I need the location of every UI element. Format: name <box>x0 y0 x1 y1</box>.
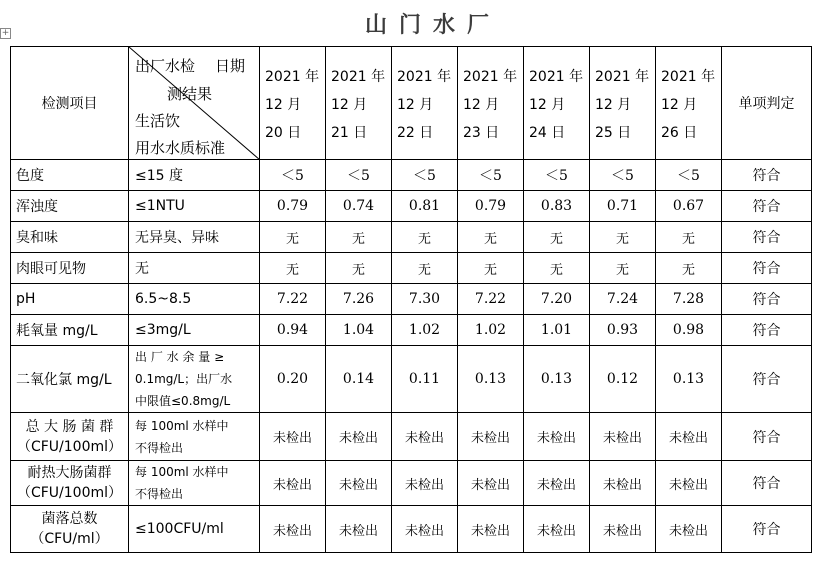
value-cell: 0.98 <box>656 315 722 346</box>
table-row <box>11 315 812 346</box>
item-header: 检测项目 <box>11 47 129 160</box>
value-cell: 0.71 <box>590 191 656 222</box>
standard-text: 无异臭、异味 <box>135 230 219 246</box>
verdict-cell: 符合 <box>722 191 812 222</box>
value-cell: ＜5 <box>326 160 392 191</box>
value-cell: 未检出 <box>458 461 524 506</box>
value-cell: 无 <box>326 222 392 253</box>
table-row <box>11 284 812 315</box>
standard-text: 出 厂 水 余 量 ≥ <box>135 350 225 364</box>
value-cell: 0.13 <box>458 346 524 413</box>
value-cell: 无 <box>656 222 722 253</box>
value-cell: 1.04 <box>326 315 392 346</box>
date-header-2 <box>326 47 392 160</box>
value-cell: 1.01 <box>524 315 590 346</box>
date-part: 26 日 <box>661 125 698 141</box>
table-row <box>11 506 812 553</box>
item-label: 浑浊度 <box>16 199 58 215</box>
date-part: 2021 年 <box>529 69 584 85</box>
date-part: 22 日 <box>397 125 434 141</box>
item-cell <box>11 160 129 191</box>
verdict-cell: 符合 <box>722 315 812 346</box>
value-cell: 未检出 <box>524 506 590 553</box>
item-label: 二氧化氯 mg/L <box>16 372 112 388</box>
standard-cell <box>129 506 260 553</box>
item-label: 臭和味 <box>16 230 58 246</box>
date-part: 2021 年 <box>463 69 518 85</box>
date-part: 23 日 <box>463 125 500 141</box>
value-cell: 未检出 <box>524 413 590 461</box>
value-cell: 0.83 <box>524 191 590 222</box>
standard-text: 每 100ml 水样中 <box>135 465 229 479</box>
item-label: 色度 <box>16 168 44 184</box>
verdict-cell: 符合 <box>722 253 812 284</box>
standard-cell <box>129 160 260 191</box>
value-cell: 无 <box>260 222 326 253</box>
standard-cell <box>129 253 260 284</box>
value-cell: 无 <box>590 222 656 253</box>
value-cell: ＜5 <box>524 160 590 191</box>
standard-text: ≤3mg/L <box>135 322 191 338</box>
value-cell: 0.79 <box>260 191 326 222</box>
standard-text: 0.1mg/L；出厂水 <box>135 372 233 386</box>
value-cell: 0.79 <box>458 191 524 222</box>
value-cell: 未检出 <box>524 461 590 506</box>
table-row <box>11 160 812 191</box>
verdict-cell: 符合 <box>722 284 812 315</box>
standard-text: 不得检出 <box>135 487 184 501</box>
date-header-3 <box>392 47 458 160</box>
item-label: 总 大 肠 菌 群 <box>25 418 114 435</box>
table-row <box>11 191 812 222</box>
standard-text: ≤100CFU/ml <box>135 521 224 537</box>
standard-cell <box>129 222 260 253</box>
date-part: 24 日 <box>529 125 566 141</box>
value-cell: 1.02 <box>458 315 524 346</box>
table-row <box>11 461 812 506</box>
value-cell: 0.13 <box>524 346 590 413</box>
table-row <box>11 346 812 413</box>
verdict-cell: 符合 <box>722 346 812 413</box>
verdict-header: 单项判定 <box>722 47 812 160</box>
value-cell: 未检出 <box>260 413 326 461</box>
verdict-cell: 符合 <box>722 222 812 253</box>
value-cell: 未检出 <box>326 461 392 506</box>
date-part: 20 日 <box>265 125 302 141</box>
diagonal-label-top-left: 出厂水检 <box>135 57 196 75</box>
verdict-cell: 符合 <box>722 413 812 461</box>
standard-cell <box>129 413 260 461</box>
value-cell: 0.20 <box>260 346 326 413</box>
value-cell: 7.24 <box>590 284 656 315</box>
standard-cell <box>129 315 260 346</box>
value-cell: 未检出 <box>326 506 392 553</box>
value-cell: 未检出 <box>458 506 524 553</box>
value-cell: 0.12 <box>590 346 656 413</box>
item-label: 菌落总数 <box>41 511 98 527</box>
item-cell <box>11 253 129 284</box>
value-cell: 0.81 <box>392 191 458 222</box>
item-label: （CFU/ml） <box>30 531 109 547</box>
value-cell: ＜5 <box>392 160 458 191</box>
item-label: （CFU/100ml） <box>16 485 123 501</box>
standard-cell <box>129 346 260 413</box>
date-part: 12 月 <box>463 97 500 113</box>
date-part: 12 月 <box>529 97 566 113</box>
date-part: 12 月 <box>331 97 368 113</box>
date-header-1 <box>260 47 326 160</box>
date-part: 2021 年 <box>595 69 650 85</box>
table-row <box>11 222 812 253</box>
item-cell <box>11 461 129 506</box>
standard-text: 无 <box>135 261 149 277</box>
value-cell: ＜5 <box>590 160 656 191</box>
value-cell: 0.14 <box>326 346 392 413</box>
date-part: 21 日 <box>331 125 368 141</box>
date-header-4 <box>458 47 524 160</box>
value-cell: 0.74 <box>326 191 392 222</box>
diagonal-header-cell <box>129 47 260 160</box>
standard-text: ≤15 度 <box>135 168 183 184</box>
value-cell: 未检出 <box>326 413 392 461</box>
value-cell: 无 <box>392 253 458 284</box>
table-row <box>11 253 812 284</box>
item-label: 耐热大肠菌群 <box>27 465 112 481</box>
standard-cell <box>129 461 260 506</box>
diagonal-label-bottom-1: 生活饮 <box>135 112 181 130</box>
value-cell: 未检出 <box>656 413 722 461</box>
date-part: 2021 年 <box>265 69 320 85</box>
table-move-handle-icon[interactable]: + <box>1 28 10 38</box>
value-cell: 未检出 <box>656 506 722 553</box>
standard-text: ≤1NTU <box>135 198 185 214</box>
value-cell: ＜5 <box>260 160 326 191</box>
date-part: 2021 年 <box>331 69 386 85</box>
standard-text: 6.5~8.5 <box>135 291 192 307</box>
item-cell <box>11 346 129 413</box>
value-cell: 未检出 <box>590 413 656 461</box>
date-part: 2021 年 <box>661 69 716 85</box>
water-quality-table <box>10 46 812 553</box>
value-cell: ＜5 <box>656 160 722 191</box>
value-cell: 未检出 <box>656 461 722 506</box>
value-cell: 0.67 <box>656 191 722 222</box>
item-label: pH <box>16 291 36 307</box>
value-cell: 无 <box>458 253 524 284</box>
value-cell: 0.13 <box>656 346 722 413</box>
table-row <box>11 413 812 461</box>
item-cell <box>11 284 129 315</box>
date-part: 12 月 <box>661 97 698 113</box>
value-cell: 未检出 <box>260 506 326 553</box>
date-header-5 <box>524 47 590 160</box>
value-cell: 7.26 <box>326 284 392 315</box>
page-title: 山门水厂 <box>364 13 501 38</box>
date-part: 12 月 <box>397 97 434 113</box>
item-label: 耗氧量 mg/L <box>16 323 98 339</box>
verdict-cell: 符合 <box>722 506 812 553</box>
value-cell: 未检出 <box>260 461 326 506</box>
item-label: （CFU/100ml） <box>16 438 123 455</box>
value-cell: 无 <box>326 253 392 284</box>
value-cell: 无 <box>260 253 326 284</box>
value-cell: 未检出 <box>458 413 524 461</box>
value-cell: 无 <box>524 253 590 284</box>
diagonal-label-top-right: 日期 <box>215 57 246 75</box>
value-cell: 无 <box>392 222 458 253</box>
value-cell: 0.93 <box>590 315 656 346</box>
value-cell: 7.20 <box>524 284 590 315</box>
item-cell <box>11 191 129 222</box>
value-cell: 7.28 <box>656 284 722 315</box>
item-cell <box>11 413 129 461</box>
value-cell: 未检出 <box>590 461 656 506</box>
value-cell: 未检出 <box>392 506 458 553</box>
value-cell: 未检出 <box>590 506 656 553</box>
date-part: 25 日 <box>595 125 632 141</box>
diagonal-label-bottom-2: 用水水质标准 <box>135 139 226 157</box>
verdict-cell: 符合 <box>722 160 812 191</box>
date-part: 12 月 <box>265 97 302 113</box>
value-cell: 无 <box>656 253 722 284</box>
standard-cell <box>129 191 260 222</box>
value-cell: 无 <box>524 222 590 253</box>
value-cell: 7.22 <box>260 284 326 315</box>
item-cell <box>11 315 129 346</box>
standard-text: 每 100ml 水样中 <box>135 418 229 433</box>
standard-text: 不得检出 <box>135 440 184 455</box>
value-cell: 未检出 <box>392 461 458 506</box>
date-header-7 <box>656 47 722 160</box>
date-part: 12 月 <box>595 97 632 113</box>
value-cell: 0.94 <box>260 315 326 346</box>
item-label: 肉眼可见物 <box>16 261 86 277</box>
value-cell: 未检出 <box>392 413 458 461</box>
value-cell: ＜5 <box>458 160 524 191</box>
standard-text: 中限值≤0.8mg/L <box>135 394 231 408</box>
value-cell: 1.02 <box>392 315 458 346</box>
value-cell: 7.30 <box>392 284 458 315</box>
date-part: 2021 年 <box>397 69 452 85</box>
value-cell: 无 <box>590 253 656 284</box>
value-cell: 0.11 <box>392 346 458 413</box>
item-cell <box>11 222 129 253</box>
date-header-6 <box>590 47 656 160</box>
verdict-cell: 符合 <box>722 461 812 506</box>
value-cell: 7.22 <box>458 284 524 315</box>
diagonal-label-middle: 测结果 <box>167 85 213 103</box>
item-cell <box>11 506 129 553</box>
table-header-row <box>11 47 812 160</box>
value-cell: 无 <box>458 222 524 253</box>
standard-cell <box>129 284 260 315</box>
